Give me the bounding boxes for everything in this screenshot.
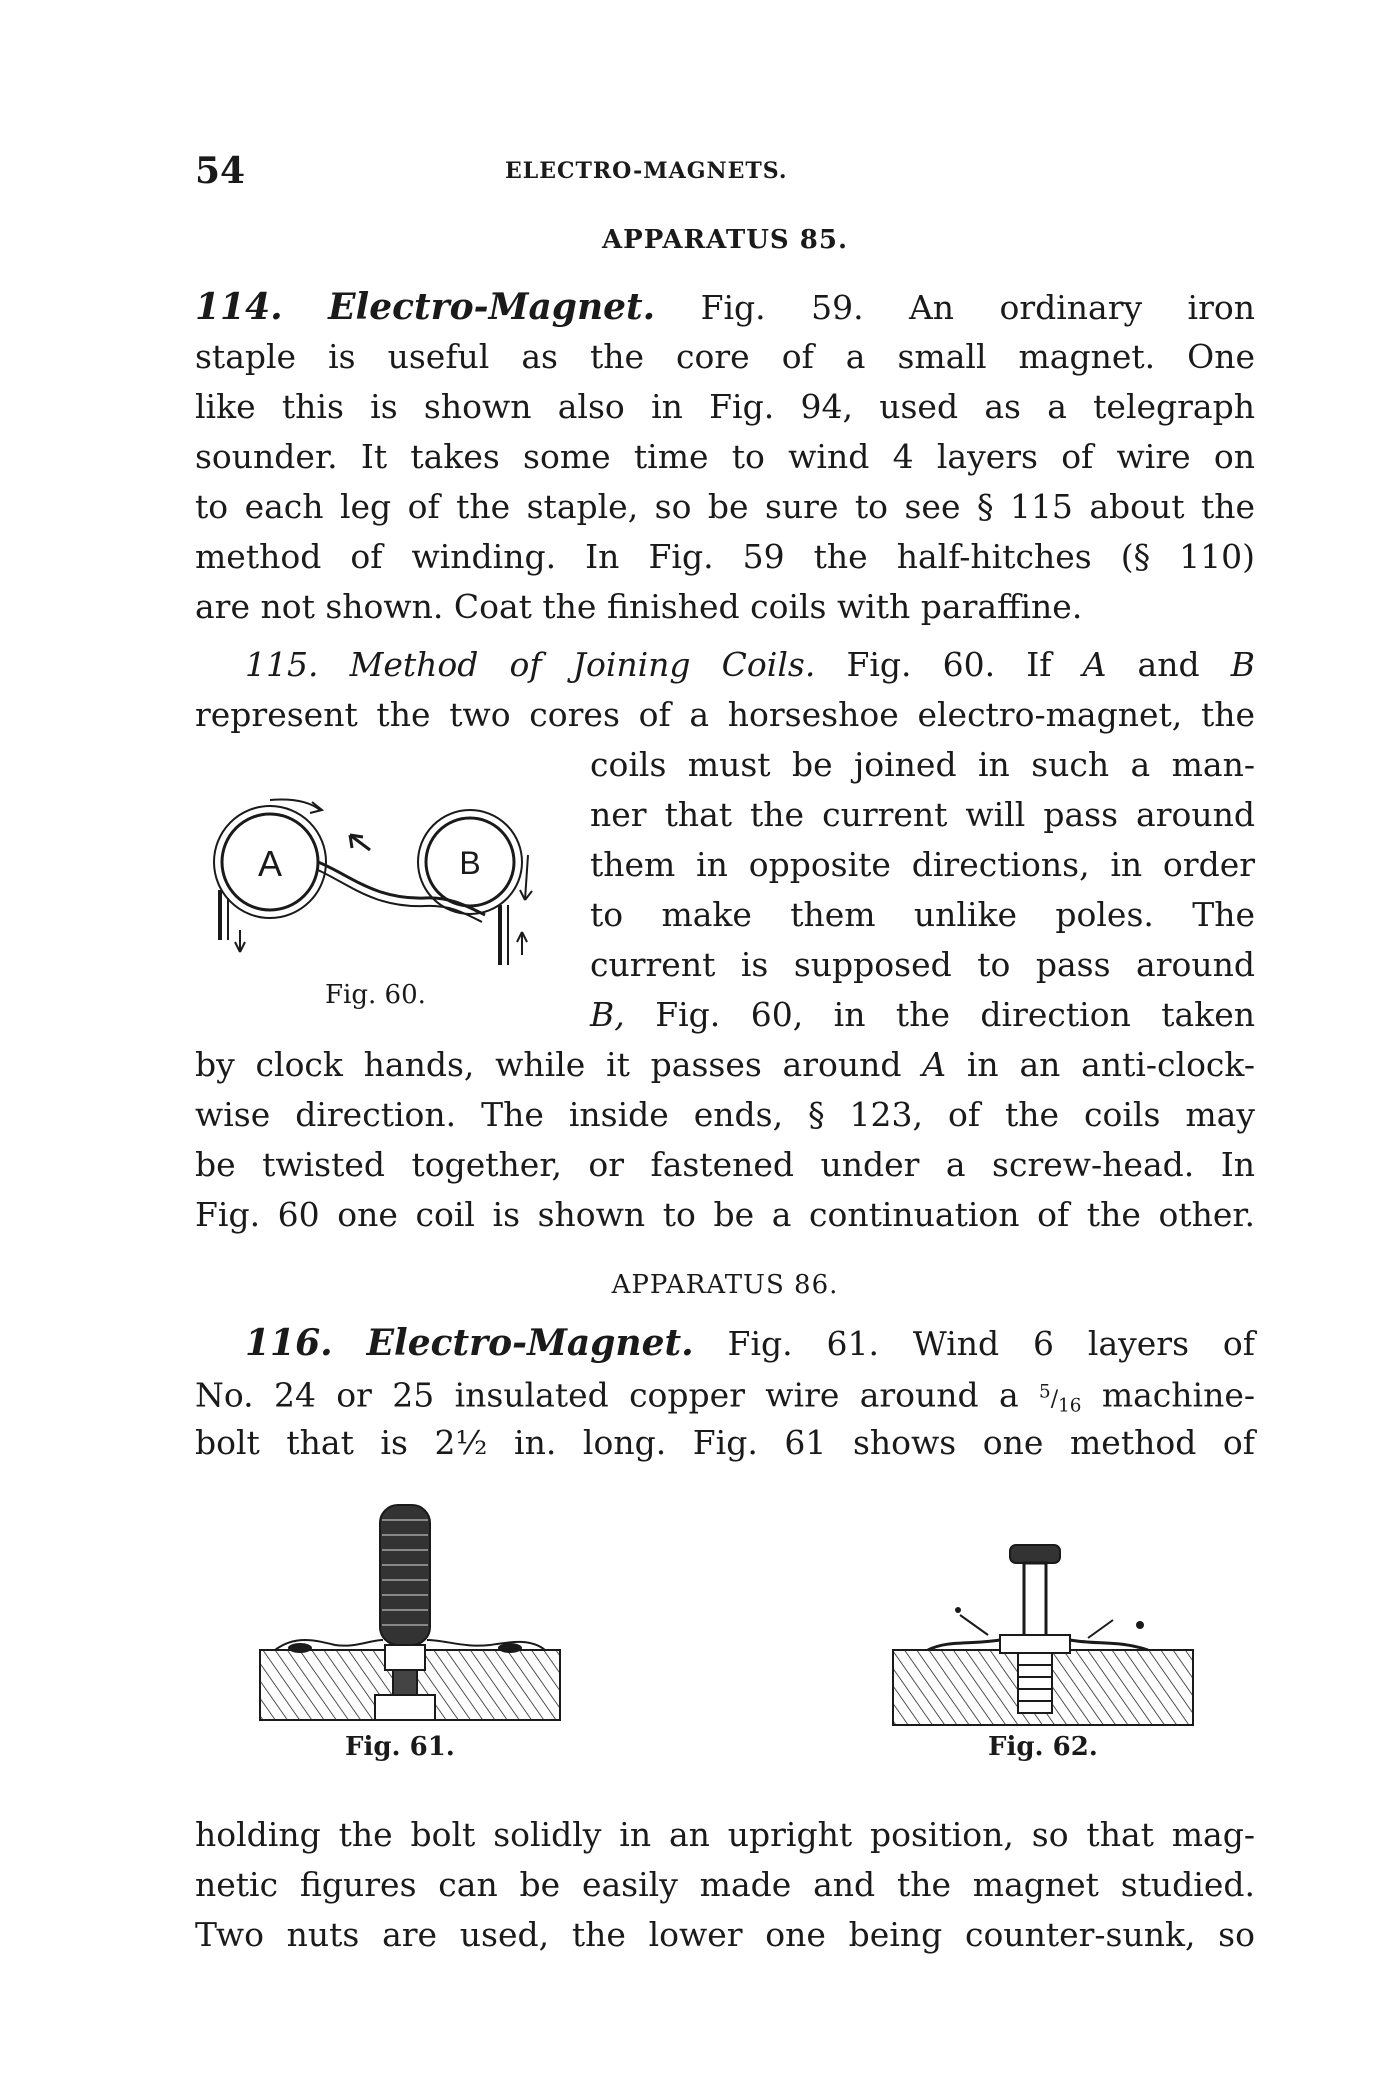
- section-114-line: to each leg of the staple, so be sure to see § 115 about the: [195, 487, 1255, 526]
- var-a-ref: A: [922, 1045, 947, 1084]
- section-114-line: sounder. It takes some time to wind 4 layers of wire on: [195, 437, 1255, 476]
- section-115-title-rest: Fig. 60. If: [846, 645, 1052, 684]
- after-line-1-post: in an anti-clock-: [966, 1045, 1255, 1084]
- bolt-head: [1010, 1545, 1060, 1563]
- section-115-continued: [195, 1040, 1255, 1240]
- section-116: [195, 1318, 1255, 1468]
- side-line-last-text: Fig. 60, in the direction taken: [655, 995, 1255, 1034]
- section-116-line-1-text: Fig. 61. Wind 6 layers of: [727, 1324, 1255, 1363]
- section-114-line: method of winding. In Fig. 59 the half-hitches (§ 110): [195, 537, 1255, 576]
- section-116-line-3: bolt that is 2½ in. long. Fig. 61 shows one method of: [195, 1423, 1255, 1462]
- section-116-line-2: [195, 1368, 1255, 1418]
- side-line-last: [590, 990, 1255, 1040]
- side-line: to make them unlike poles. The: [590, 895, 1255, 934]
- upper-nut: [385, 1645, 425, 1670]
- coil-b-label: B: [459, 845, 481, 881]
- after-line-1: [195, 1040, 1255, 1090]
- figure-62-caption: Fig. 62.: [988, 1732, 1098, 1762]
- section-114-number: 114.: [195, 286, 283, 328]
- figure-60-coils: [200, 780, 560, 980]
- side-line: ner that the current will pass around: [590, 795, 1255, 834]
- fraction-denominator: 16: [1058, 1395, 1082, 1417]
- wire-left: [928, 1640, 1000, 1650]
- side-line: current is supposed to pass around: [590, 945, 1255, 984]
- section-114-line: like this is shown also in Fig. 94, used as a telegraph: [195, 387, 1255, 426]
- side-line: coils must be joined in such a man-: [590, 745, 1255, 784]
- section-116-line-2-post: machine-: [1101, 1375, 1256, 1415]
- section-115-title: Method of Joining Coils.: [349, 645, 816, 684]
- running-head: ELECTRO-MAGNETS.: [505, 158, 788, 184]
- page-number: 54: [195, 150, 246, 192]
- section-116-line-1: [195, 1318, 1255, 1368]
- closing-line: Two nuts are used, the lower one being counter-sunk, so: [195, 1915, 1255, 1954]
- var-b-ref: B,: [590, 995, 625, 1034]
- after-line: be twisted together, or fastened under a screw-head. In: [195, 1145, 1255, 1184]
- var-a: A: [1082, 645, 1107, 684]
- after-line-1-pre: by clock hands, while it passes around: [195, 1045, 902, 1084]
- lower-nut: [375, 1695, 435, 1720]
- section-115-line-1: [195, 640, 1255, 690]
- fraction-numerator: 5: [1039, 1382, 1051, 1403]
- countersunk-nut: [1018, 1653, 1052, 1713]
- section-114-line-1-text: Fig. 59. An ordinary iron: [700, 288, 1255, 327]
- bolt-shank: [1024, 1563, 1046, 1643]
- section-114-title: Electro-Magnet.: [328, 286, 656, 328]
- figure-61-bolt-in-block: [255, 1500, 565, 1730]
- word-and: and: [1137, 645, 1200, 684]
- upper-nut: [1000, 1635, 1070, 1653]
- side-line: them in opposite directions, in order: [590, 845, 1255, 884]
- closing-line: netic figures can be easily made and the magnet studied.: [195, 1865, 1255, 1904]
- apparatus-86-heading: APPARATUS 86.: [611, 1270, 839, 1300]
- section-116-number: 116.: [245, 1322, 333, 1364]
- fraction: $^5/_{16}$: [1039, 1382, 1082, 1417]
- section-114-line: are not shown. Coat the finished coils with paraffine.: [195, 587, 1083, 626]
- closing-line: holding the bolt solidly in an upright position, so that mag-: [195, 1815, 1255, 1854]
- after-line: Fig. 60 one coil is shown to be a continuation of the other.: [195, 1195, 1255, 1234]
- figure-61-caption: Fig. 61.: [345, 1732, 455, 1762]
- section-115-line-2: represent the two cores of a horseshoe electro-magnet, the: [195, 695, 1255, 734]
- section-114-line-1: [195, 282, 1255, 332]
- wire-right: [1070, 1640, 1148, 1650]
- section-114: [195, 282, 1255, 632]
- figure-60-caption: Fig. 60.: [325, 980, 426, 1010]
- apparatus-85-heading: APPARATUS 85.: [602, 225, 848, 255]
- section-116-title: Electro-Magnet.: [366, 1322, 694, 1364]
- section-115-side-text: [590, 740, 1255, 1040]
- section-115-head: [195, 640, 1255, 740]
- closing-paragraph: [195, 1810, 1255, 1960]
- var-b: B: [1230, 645, 1255, 684]
- coil-a-label: A: [257, 843, 283, 884]
- section-114-line: staple is useful as the core of a small magnet. One: [195, 337, 1255, 376]
- wire-right: [427, 1640, 545, 1650]
- figure-62-bolt-in-block: [888, 1540, 1198, 1730]
- section-115-number: 115.: [245, 645, 319, 684]
- after-line: wise direction. The inside ends, § 123, of the coils may: [195, 1095, 1255, 1134]
- section-116-line-2-pre: No. 24 or 25 insulated copper wire around a: [195, 1375, 1019, 1415]
- page-header: [195, 150, 1255, 194]
